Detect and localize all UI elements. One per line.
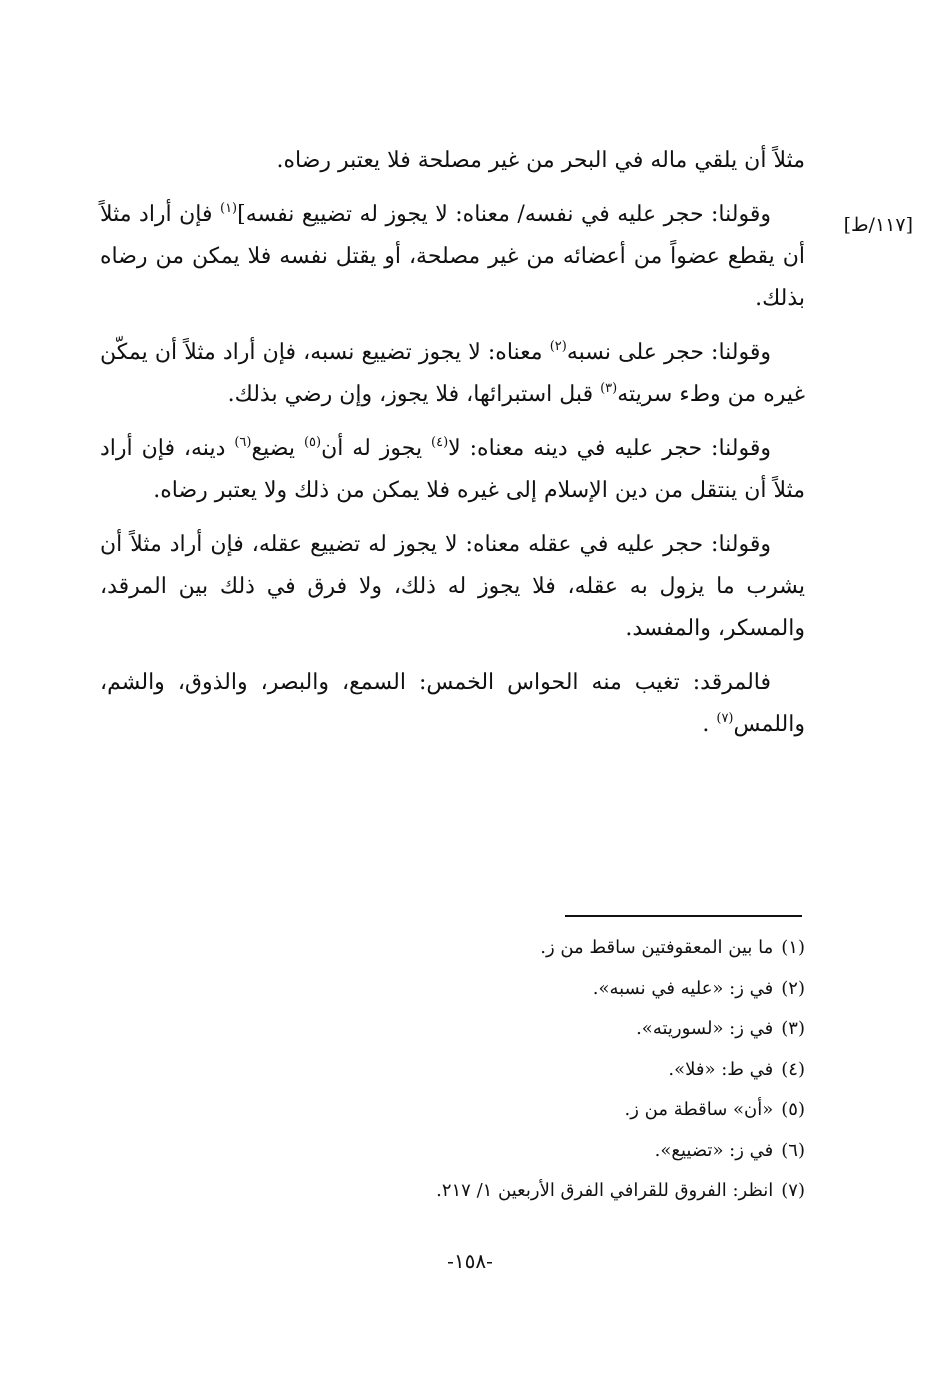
footnote-item — [100, 1171, 805, 1212]
main-body-text — [100, 140, 805, 758]
paragraph-text: قبل استبرائها، فلا يجوز، وإن رضي بذلك. — [227, 382, 601, 407]
paragraph-text: دينه، فإن أراد مثلاً أن ينتقل من دين الإسلام إلى غيره فلا يمكن من ذلك ولا يعتبر رضاه. — [100, 436, 805, 503]
footnote-number: (٢) — [781, 977, 805, 999]
paragraph-text: وقولنا: حجر عليه في عقله معناه: لا يجوز له تضييع عقله، فإن أراد مثلاً أن يشرب ما يزول به عقله، فلا يجوز له ذلك، ولا فرق في ذلك بين المرقد، والمسكر، والمفسد. — [100, 532, 805, 641]
footnote-text: في ز: «عليه في نسبه». — [592, 977, 774, 999]
footnotes-section — [100, 928, 805, 1212]
paragraph-text: يضيع — [251, 436, 304, 461]
footnote-text: انظر: الفروق للقرافي الفرق الأربعين ١/ ٢١٧. — [436, 1180, 774, 1201]
paragraph-text: . — [702, 712, 717, 737]
paragraph-text: فإن أراد مثلاً أن يقطع عضواً من أعضائه من غير مصلحة، أو يقتل نفسه فلا يمكن من رضاه بذلك. — [100, 202, 805, 311]
footnote-marker: (٦) — [234, 435, 252, 450]
footnote-item — [100, 1050, 805, 1091]
footnote-number: (٧) — [781, 1180, 805, 1201]
footnote-text: ما بين المعقوفتين ساقط من ز. — [540, 937, 774, 958]
footnote-marker: (٥) — [303, 435, 322, 450]
paragraph-sedative-definition — [100, 662, 805, 746]
paragraph-text: يجوز له أن — [321, 436, 432, 461]
paragraph-mind-restriction — [100, 524, 805, 650]
paragraph-continuation — [100, 140, 805, 182]
footnote-text: في ط: «فلا». — [668, 1058, 774, 1080]
footnote-number: (٤) — [781, 1058, 805, 1080]
footnote-marker: (٢) — [549, 339, 567, 354]
paragraph-text: معناه: لا يجوز تضييع نسبه، فإن أراد مثلاً أن يمكّن غيره من وطء سريته — [100, 340, 805, 407]
paragraph-text: مثلاً أن يلقي ماله في البحر من غير مصلحة فلا يعتبر رضاه. — [276, 148, 805, 173]
paragraph-religion-restriction — [100, 428, 805, 512]
page-number: -١٥٨- — [447, 1249, 493, 1273]
footnote-separator-rule — [565, 915, 802, 917]
paragraph-text: وقولنا: حجر عليه في دينه معناه: لا — [448, 436, 771, 461]
footnote-item — [100, 928, 805, 969]
footnote-number: (٦) — [781, 1139, 805, 1161]
footnote-item — [100, 1090, 805, 1131]
paragraph-text: وقولنا: حجر على نسبه — [566, 340, 771, 365]
footnote-marker: (٤) — [431, 435, 449, 450]
paragraph-text: فالمرقد: تغيب منه الحواس الخمس: السمع، والبصر، والذوق، والشم، واللمس — [100, 670, 805, 737]
footnote-text: في ز: «لسوريته». — [636, 1018, 774, 1039]
footnote-text: «أن» ساقطة من ز. — [624, 1099, 774, 1120]
margin-manuscript-reference: [١١٧/ط] — [843, 214, 913, 236]
footnote-text: في ز: «تضييع». — [654, 1139, 774, 1161]
paragraph-text: وقولنا: حجر عليه في نفسه/ معناه: لا يجوز له تضييع نفسه] — [237, 202, 771, 227]
footnote-item — [100, 1009, 805, 1050]
footnote-number: (٥) — [781, 1099, 805, 1120]
footnote-number: (١) — [781, 937, 805, 958]
footnote-marker: (٣) — [600, 381, 618, 396]
footnote-item — [100, 969, 805, 1010]
paragraph-lineage-restriction — [100, 332, 805, 416]
footnote-number: (٣) — [781, 1018, 805, 1039]
footnote-item — [100, 1131, 805, 1172]
footnote-marker: (١) — [219, 201, 238, 216]
paragraph-self-restriction — [100, 194, 805, 320]
footnote-marker: (٧) — [716, 711, 734, 726]
